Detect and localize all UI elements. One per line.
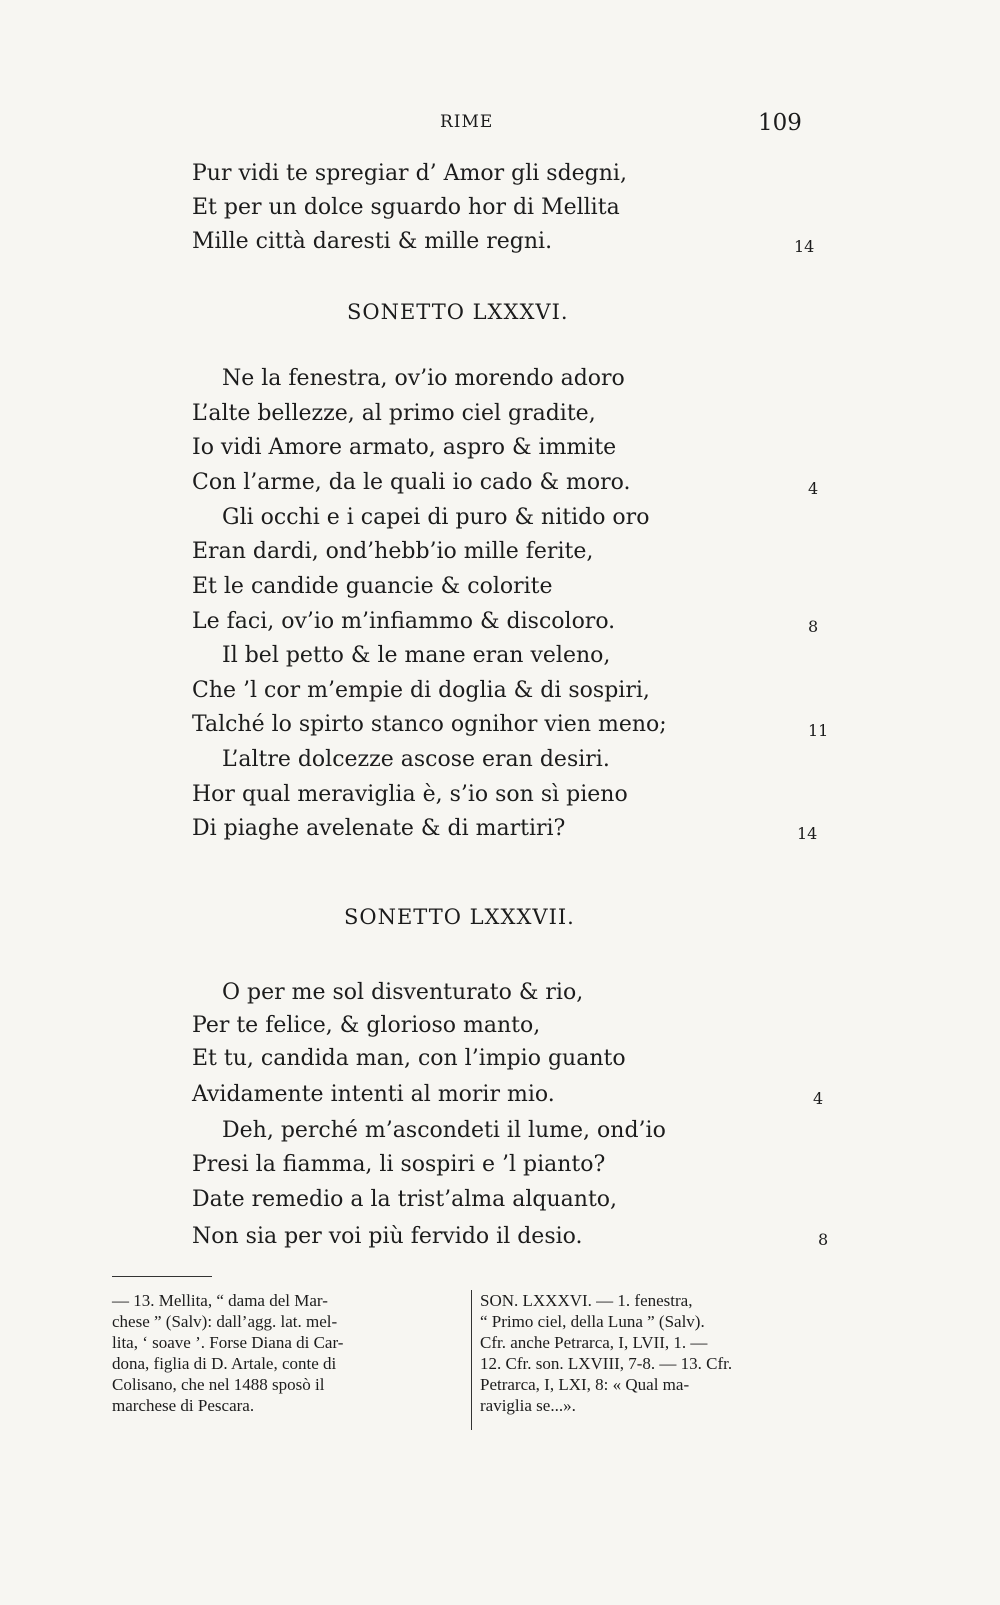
verse-line: L’altre dolcezze ascose eran desiri. (222, 747, 610, 772)
footnote-line: SON. LXXXVI. — 1. fenestra, (480, 1291, 693, 1310)
verse-line: Et tu, candida man, con l’impio guanto (192, 1046, 626, 1071)
line-number: 11 (808, 721, 829, 740)
footnote-line: Cfr. anche Petrarca, I, LVII, 1. — (480, 1333, 708, 1352)
footnote-left (112, 1290, 454, 1416)
verse-line: Con l’arme, da le quali io cado & moro. (192, 470, 631, 495)
footnote-line: “ Primo ciel, della Luna ” (Salv). (480, 1312, 705, 1331)
sonnet-title: SONETTO LXXXVII. (344, 905, 575, 929)
verse-line: Che ’l cor m’empie di doglia & di sospiri, (192, 678, 650, 703)
line-number: 14 (794, 237, 815, 256)
footnote-line: Colisano, che nel 1488 sposò il (112, 1375, 325, 1394)
sonnet-title: SONETTO LXXXVI. (347, 300, 569, 324)
line-number: 8 (808, 617, 819, 636)
line-number: 4 (813, 1089, 824, 1108)
footnote-line: lita, ‘ soave ’. Forse Diana di Car- (112, 1333, 344, 1352)
verse-line: Di piaghe avelenate & di martiri? (192, 816, 566, 841)
verse-line: Io vidi Amore armato, aspro & immite (192, 435, 617, 460)
footnote-right (480, 1290, 852, 1416)
footnote-line: 12. Cfr. son. LXVIII, 7-8. — 13. Cfr. (480, 1354, 733, 1373)
footnote-line: marchese di Pescara. (112, 1396, 255, 1415)
footnote-line: — 13. Mellita, “ dama del Mar- (112, 1291, 328, 1310)
verse-line: Talché lo spirto stanco ognihor vien meno; (192, 712, 667, 737)
page-number: 109 (758, 110, 802, 136)
verse-line: Non sia per voi più fervido il desio. (192, 1224, 583, 1249)
line-number: 4 (808, 479, 819, 498)
verse-line: Presi la fiamma, li sospiri e ’l pianto? (192, 1152, 606, 1177)
verse-line: Il bel petto & le mane eran veleno, (222, 643, 611, 668)
footnote-line: raviglia se...». (480, 1396, 576, 1415)
verse-line: Deh, perché m’ascondeti il lume, ond’io (222, 1118, 666, 1143)
footnote-line: Petrarca, I, LXI, 8: « Qual ma- (480, 1375, 690, 1394)
verse-line: L’alte bellezze, al primo ciel gradite, (192, 401, 596, 426)
line-number: 8 (818, 1230, 829, 1249)
footnote-line: chese ” (Salv): dall’agg. lat. mel- (112, 1312, 338, 1331)
verse-line: Mille città daresti & mille regni. (192, 229, 553, 254)
verse-line: Hor qual meraviglia è, s’io son sì pieno (192, 782, 628, 807)
verse-line: Gli occhi e i capei di puro & nitido oro (222, 505, 650, 530)
line-number: 14 (797, 824, 818, 843)
footnote-line: dona, figlia di D. Artale, conte di (112, 1354, 337, 1373)
verse-line: Ne la fenestra, ov’io morendo adoro (222, 366, 625, 391)
verse-line: Et per un dolce sguardo hor di Mellita (192, 195, 620, 220)
verse-line: Et le candide guancie & colorite (192, 574, 553, 599)
verse-line: Per te felice, & glorioso manto, (192, 1013, 541, 1038)
verse-line: Date remedio a la trist’alma alquanto, (192, 1187, 618, 1212)
verse-line: O per me sol disventurato & rio, (222, 980, 584, 1005)
footnote-column-divider (471, 1290, 472, 1430)
verse-line: Avidamente intenti al morir mio. (192, 1082, 555, 1107)
verse-line: Le faci, ov’io m’infiammo & discoloro. (192, 609, 616, 634)
verse-line: Pur vidi te spregiar d’ Amor gli sdegni, (192, 161, 627, 186)
verse-line: Eran dardi, ond’hebb’io mille ferite, (192, 539, 594, 564)
running-header: RIME (440, 112, 494, 132)
footnote-rule (112, 1276, 212, 1277)
